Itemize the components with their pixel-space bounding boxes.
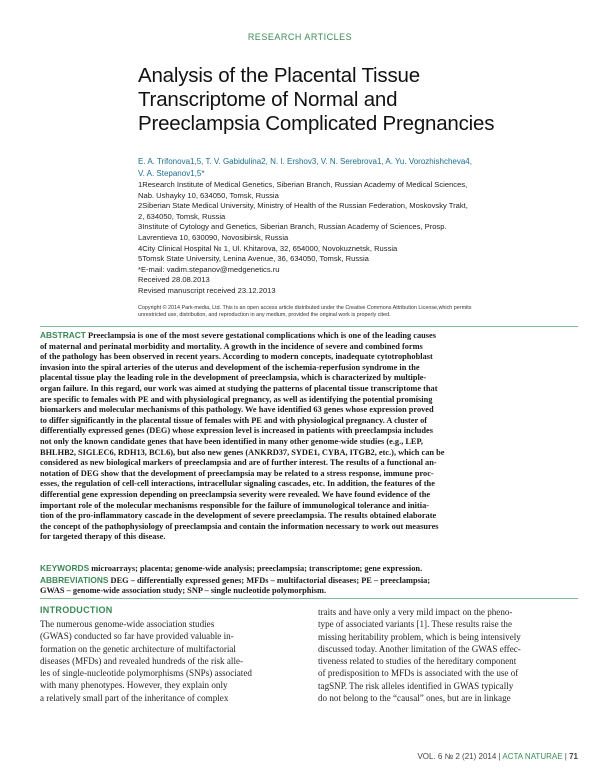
- affiliation-line: 2, 634050, Tomsk, Russia: [138, 211, 226, 221]
- keywords-text: microarrays; placenta; genome-wide analysis; preeclampsia; transcriptome; gene expression.: [91, 564, 423, 573]
- keywords-block: [40, 563, 578, 597]
- abstract-line: invasion into the spiral arteries of the uterus and development of the ischemia-reperfusion syndrome in the: [40, 362, 420, 372]
- abstract-line: to differ significantly in the placental tissue of females with PE and with physiological pregnancy. A cluster of: [40, 415, 428, 425]
- keywords-line: [40, 563, 578, 575]
- abstract-line: organ failure. In this regard, our work was aimed at studying the patterns of placental tissue transcriptome that: [40, 383, 438, 393]
- abbreviations-line: [40, 575, 578, 587]
- affiliation-line: 4City Clinical Hospital № 1, Ul. Khitarova, 32, 654000, Novokuznetsk, Russia: [138, 243, 398, 253]
- abstract-line: notation of DEG show that the development of preeclampsia may be related to a stress response, immune proc-: [40, 468, 434, 478]
- affiliation-line: 3Institute of Cytology and Genetics, Siberian Branch, Russian Academy of Sciences, Prosp.: [138, 222, 447, 232]
- authors-line: V. A. Stepanov1,5*: [138, 169, 205, 178]
- body-line: traits and have only a very mild impact on the pheno-: [318, 607, 513, 617]
- copyright-notice: [138, 305, 578, 319]
- abstract-line: differentially expressed genes (DEG) whose expression level is increased in patients with preeclampsia includes: [40, 426, 433, 436]
- abstract-block: [40, 330, 578, 543]
- abstract-line: tion of the pro-inflammatory cascade in the development of severe preeclampsia. The results obtained elaborate: [40, 511, 437, 521]
- abstract-line: BHLHB2, SIGLEC6, RDH13, BCL6), but also new genes (ANKRD37, SYDE1, CYBA, ITGB2, etc.), which can be: [40, 447, 445, 457]
- affiliation-line: 5Tomsk State University, Lenina Avenue, 36, 634050, Tomsk, Russia: [138, 254, 369, 264]
- received-date: Received 28.08.2013: [138, 275, 210, 285]
- journal-name: ACTA NATURAE: [502, 752, 563, 761]
- abbreviations-label: ABBREVIATIONS: [40, 574, 109, 585]
- abstract-text: Preeclampsia is one of the most severe gestational complications which is one of the leading causes: [87, 331, 436, 340]
- body-line: les of single-nucleotide polymorphisms (SNPs) associated: [40, 668, 252, 679]
- intro-left-column: [40, 618, 300, 704]
- intro-divider: [40, 598, 578, 599]
- keywords-label: KEYWORDS: [40, 563, 90, 573]
- body-line: (GWAS) conducted so far have provided valuable in-: [40, 631, 234, 642]
- body-line: missing heritability problem, which is being intensively: [318, 631, 521, 642]
- body-line: diseases (MFDs) and revealed hundreds of the risk alle-: [40, 655, 244, 666]
- abstract-line: of maternal and perinatal morbidity and mortality. A growth in the incidence of severe and combined forms: [40, 341, 423, 351]
- abstract-line: [40, 330, 578, 342]
- title-line: Transcriptome of Normal and: [138, 88, 398, 111]
- body-line: with many phenotypes. However, they explain only: [40, 680, 228, 691]
- article-title: [138, 64, 578, 136]
- title-line: Preeclampsia Complicated Pregnancies: [138, 112, 495, 135]
- copyright-line: Copyright © 2014 Park-media, Ltd. This is an open access article distributed under the Creative Commons Attribution License,which permits: [138, 305, 472, 311]
- intro-right-column: [318, 606, 578, 704]
- title-line: Analysis of the Placental Tissue: [138, 64, 420, 87]
- footer-separator: |: [498, 752, 503, 761]
- abbreviations-line: GWAS – genome-wide association study; SNP – single nucleotide polymorphism.: [40, 586, 327, 596]
- body-line: tiveness related to studies of the hereditary component: [318, 656, 517, 667]
- body-line: discussed today. Another limitation of the GWAS effec-: [318, 643, 521, 654]
- page-footer: [417, 752, 578, 761]
- affiliation-line: 1Research Institute of Medical Genetics, Siberian Branch, Russian Academy of Medical Sciences,: [138, 180, 468, 189]
- abbreviations-text: DEG – differentially expressed genes; MFDs – multifactorial diseases; PE – preeclampsia;: [110, 575, 431, 585]
- author-block: [138, 156, 578, 297]
- body-line: tagSNP. The risk alleles identified in GWAS typically: [318, 680, 514, 691]
- authors-line: E. A. Trifonova1,5, T. V. Gabidulina2, N. I. Ershov3, V. N. Serebrova1, A. Yu. Vorozhishcheva4,: [138, 157, 472, 166]
- section-label: RESEARCH ARTICLES: [247, 32, 353, 42]
- affiliation-line: Nab. Ushayky 10, 634050, Tomsk, Russia: [138, 190, 279, 200]
- abstract-line: not only the known candidate genes that have been identified in many other genome-wide studies (e.g., LEP,: [40, 436, 423, 446]
- affiliation-line: 2Siberian State Medical University, Ministry of Health of the Russian Federation, Moskovsky Trakt,: [138, 201, 468, 211]
- affiliation-line: Lavrentieva 10, 630090, Novosibirsk, Russia: [138, 232, 289, 242]
- body-line: a relatively small part of the inheritance of complex: [40, 692, 229, 703]
- abstract-divider: [40, 326, 578, 327]
- body-line: type of associated variants [1]. These results raise the: [318, 619, 513, 630]
- revised-date: Revised manuscript received 23.12.2013: [138, 285, 276, 295]
- abstract-line: are specific to females with PE and with physiological pregnancy, as well as identifying the potential promising: [40, 394, 433, 404]
- body-line: formation on the genetic architecture of multifactorial: [40, 643, 236, 654]
- email-line: *E-mail: vadim.stepanov@medgenetics.ru: [138, 264, 280, 274]
- body-line: do not belong to the “causal” ones, but are in linkage: [318, 693, 511, 704]
- issue-info: VOL. 6 № 2 (21) 2014: [417, 752, 497, 761]
- abstract-line: placental tissue play the leading role in the development of preeclampsia, which is characterized by multiple-: [40, 373, 427, 383]
- body-line: of predisposition to MFDs is associated with the use of: [318, 668, 519, 679]
- abstract-line: important role of the molecular mechanisms responsible for the failure of immunological tolerance and initia-: [40, 500, 430, 510]
- body-line: The numerous genome-wide association studies: [40, 619, 215, 629]
- abstract-line: differential gene expression depending on preeclampsia severity were revealed. We have found evidence of the: [40, 489, 431, 499]
- abstract-line: the concept of the pathophysiology of preeclampsia and contain the information necessary to work out measures: [40, 521, 439, 531]
- abstract-line: for targeted therapy of this disease.: [40, 532, 166, 542]
- copyright-line: unrestricted use, distribution, and reproduction in any medium, provided the original work is properly cited.: [138, 312, 391, 319]
- introduction-heading: INTRODUCTION: [40, 605, 113, 615]
- page-number: 71: [569, 752, 578, 761]
- abstract-line: of the pathology has been observed in recent years. According to modern concepts, inadequate cytotrophoblast: [40, 352, 433, 362]
- abstract-line: considered as new biological markers of preeclampsia and are of further interest. The results of a functional an-: [40, 458, 437, 468]
- footer-separator: |: [564, 752, 570, 761]
- abstract-line: biomarkers and molecular mechanisms of this pathology. We have identified 63 genes whose expression proved: [40, 405, 434, 415]
- abstract-line: esses, the regulation of cell-cell interactions, intracellular signaling cascades, etc. In addition, the features of the: [40, 479, 435, 489]
- abstract-label: ABSTRACT: [40, 330, 86, 340]
